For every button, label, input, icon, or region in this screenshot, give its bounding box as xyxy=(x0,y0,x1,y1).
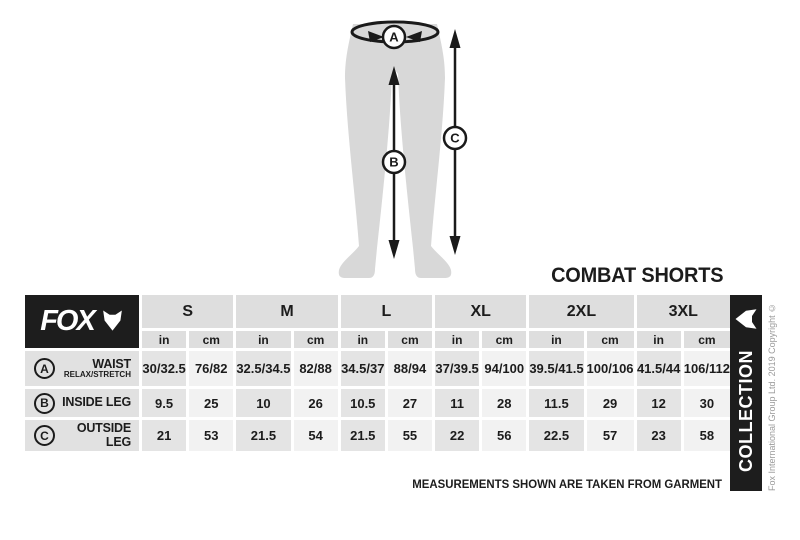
cell-b-3xl-in: 12 xyxy=(637,389,681,417)
row-label-c xyxy=(25,420,139,451)
unit-header-2xl-in: in xyxy=(529,331,583,348)
unit-header-l-in: in xyxy=(341,331,385,348)
cell-a-m-in: 32.5/34.5 xyxy=(236,351,290,386)
cell-c-l-cm: 55 xyxy=(388,420,432,451)
cell-a-s-cm: 76/82 xyxy=(189,351,233,386)
cell-a-3xl-cm: 106/112 xyxy=(684,351,730,386)
cell-c-s-in: 21 xyxy=(142,420,186,451)
row-label-b xyxy=(25,389,139,417)
unit-header-3xl-in: in xyxy=(637,331,681,348)
unit-header-m-in: in xyxy=(236,331,290,348)
cell-a-3xl-in: 41.5/44 xyxy=(637,351,681,386)
cell-b-xl-cm: 28 xyxy=(482,389,526,417)
row-key-badge-b: B xyxy=(34,393,55,414)
collection-label: COLLECTION xyxy=(736,350,756,473)
unit-header-3xl-cm: cm xyxy=(684,331,730,348)
unit-header-m-cm: cm xyxy=(294,331,338,348)
unit-header-s-in: in xyxy=(142,331,186,348)
cell-b-s-in: 9.5 xyxy=(142,389,186,417)
cell-c-2xl-cm: 57 xyxy=(587,420,634,451)
cell-b-m-cm: 26 xyxy=(294,389,338,417)
size-header-xl: XL xyxy=(435,295,526,328)
cell-a-l-in: 34.5/37 xyxy=(341,351,385,386)
row-label-text: WAIST RELAX/STRETCH xyxy=(63,356,131,379)
fox-head-icon xyxy=(101,309,124,332)
row-label-text: OUTSIDE LEG xyxy=(76,421,131,449)
measurement-diagram xyxy=(325,8,475,280)
cell-c-xl-cm: 56 xyxy=(482,420,526,451)
svg-text:B: B xyxy=(389,154,399,170)
cell-b-l-in: 10.5 xyxy=(341,389,385,417)
size-header-s: S xyxy=(142,295,233,328)
size-header-3xl: 3XL xyxy=(637,295,730,328)
unit-header-xl-in: in xyxy=(435,331,479,348)
cell-a-xl-cm: 94/100 xyxy=(482,351,526,386)
size-header-m: M xyxy=(236,295,337,328)
unit-header-xl-cm: cm xyxy=(482,331,526,348)
cell-b-l-cm: 27 xyxy=(388,389,432,417)
size-header-l: L xyxy=(341,295,432,328)
cell-a-m-cm: 82/88 xyxy=(294,351,338,386)
cell-b-2xl-cm: 29 xyxy=(587,389,634,417)
row-key-badge-c: C xyxy=(34,425,55,446)
size-header-2xl: 2XL xyxy=(529,295,633,328)
inside-leg-label-badge xyxy=(383,151,405,173)
cell-c-3xl-cm: 58 xyxy=(684,420,730,451)
cell-b-s-cm: 25 xyxy=(189,389,233,417)
fox-logo xyxy=(25,295,139,348)
cell-b-xl-in: 11 xyxy=(435,389,479,417)
cell-b-m-in: 10 xyxy=(236,389,290,417)
cell-c-s-cm: 53 xyxy=(189,420,233,451)
fox-wordmark: FOX xyxy=(40,305,94,337)
row-label-text: INSIDE LEG xyxy=(62,395,131,410)
cell-c-3xl-in: 23 xyxy=(637,420,681,451)
svg-text:A: A xyxy=(389,29,399,45)
unit-header-2xl-cm: cm xyxy=(587,331,634,348)
cell-c-m-in: 21.5 xyxy=(236,420,290,451)
cell-a-2xl-in: 39.5/41.5 xyxy=(529,351,583,386)
fox-head-icon xyxy=(734,307,758,331)
outside-leg-label-badge xyxy=(444,127,466,149)
cell-a-2xl-cm: 100/106 xyxy=(587,351,634,386)
collection-bar xyxy=(730,295,762,491)
cell-c-m-cm: 54 xyxy=(294,420,338,451)
row-label-a xyxy=(25,351,139,386)
cell-c-2xl-in: 22.5 xyxy=(529,420,583,451)
cell-a-xl-in: 37/39.5 xyxy=(435,351,479,386)
footer-note: MEASUREMENTS SHOWN ARE TAKEN FROM GARMENT xyxy=(412,477,722,491)
cell-a-s-in: 30/32.5 xyxy=(142,351,186,386)
unit-header-l-cm: cm xyxy=(388,331,432,348)
waist-label-badge xyxy=(383,26,405,48)
svg-text:C: C xyxy=(450,130,460,146)
row-key-badge-a: A xyxy=(34,358,55,379)
size-chart-table xyxy=(25,295,730,451)
copyright-text: Fox International Group Ltd. 2019 Copyright © xyxy=(767,302,777,491)
cell-c-l-in: 21.5 xyxy=(341,420,385,451)
unit-header-s-cm: cm xyxy=(189,331,233,348)
page-title: COMBAT SHORTS xyxy=(550,264,723,287)
cell-b-3xl-cm: 30 xyxy=(684,389,730,417)
cell-a-l-cm: 88/94 xyxy=(388,351,432,386)
cell-b-2xl-in: 11.5 xyxy=(529,389,583,417)
cell-c-xl-in: 22 xyxy=(435,420,479,451)
